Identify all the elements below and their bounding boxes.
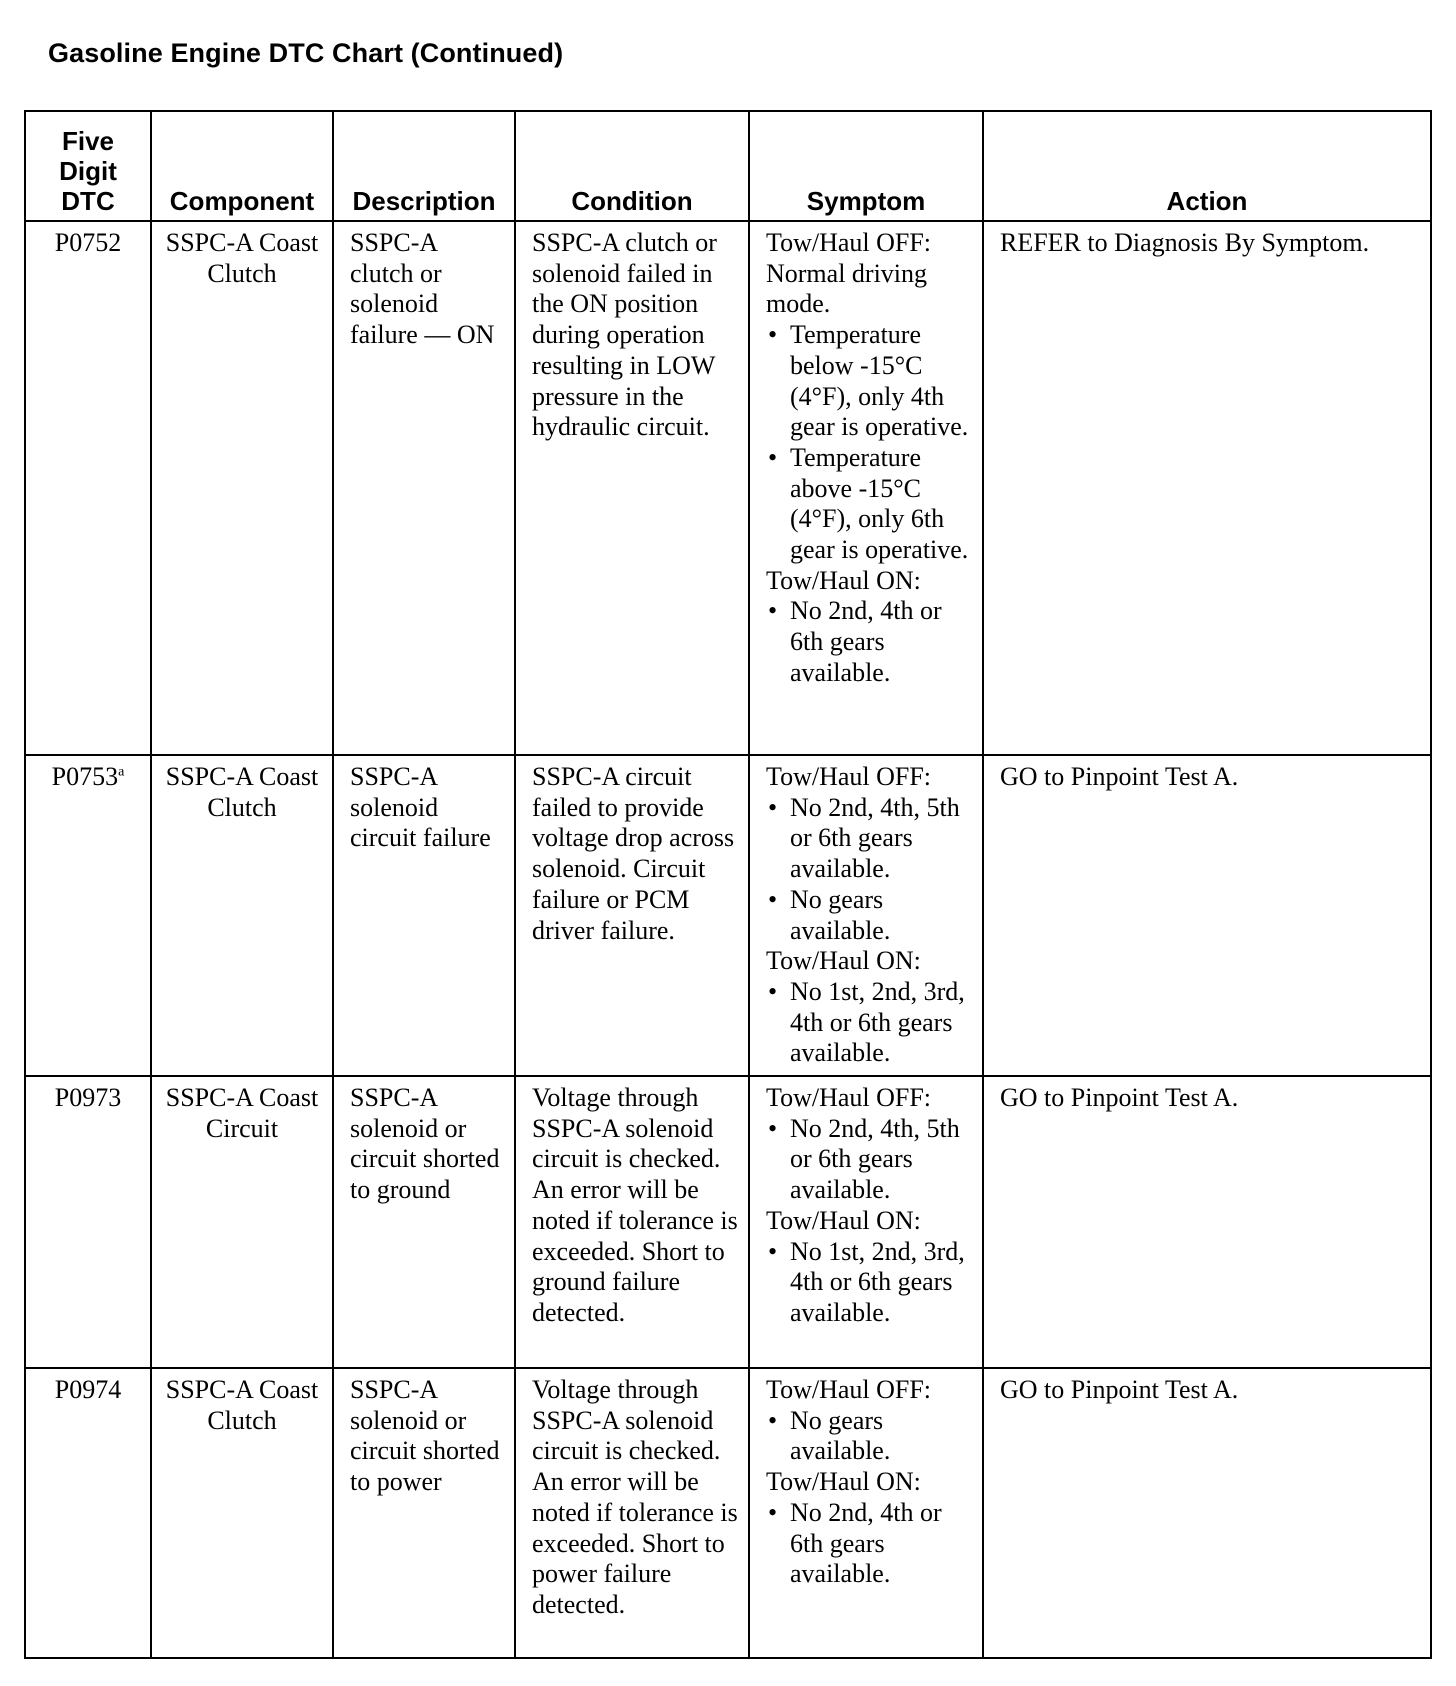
symptom-line: Tow/Haul OFF: [766,1375,932,1405]
component-cell: SSPC-A Coast Clutch [151,755,333,1076]
symptom-cell [749,221,983,755]
header-symptom: Symptom [749,111,983,221]
dtc-code-cell [25,221,151,755]
action-cell: GO to Pinpoint Test A. [983,1368,1431,1658]
symptom-bullet-item: • No 2nd, 4th, 5th or 6th gears available. [766,793,974,885]
dtc-footnote: a [118,764,125,780]
symptom-bullet-item: • No 2nd, 4th, 5th or 6th gears available. [766,1114,974,1206]
table-row [25,1076,1431,1368]
condition-cell: Voltage through SSPC-A solenoid circuit is checked. An error will be noted if tolerance is exceeded. Short to ground failure detected. [515,1076,749,1368]
condition-cell: SSPC-A circuit failed to provide voltage drop across solenoid. Circuit failure or PCM driver failure. [515,755,749,1076]
dtc-code-cell [25,755,151,1076]
component-cell: SSPC-A Coast Clutch [151,221,333,755]
condition-cell: SSPC-A clutch or solenoid failed in the ON position during operation resulting in LOW pressure in the hydraulic circuit. [515,221,749,755]
description-cell: SSPC-A solenoid or circuit shorted to power [333,1368,515,1658]
table-row [25,1368,1431,1658]
symptom-line: Tow/Haul OFF: [766,1083,932,1113]
header-description: Description [333,111,515,221]
symptom-bullet-item: • No gears available. [766,885,974,946]
symptom-bullet-item: • No 2nd, 4th or 6th gears available. [766,596,974,688]
description-cell: SSPC-A clutch or solenoid failure — ON [333,221,515,755]
condition-cell: Voltage through SSPC-A solenoid circuit is checked. An error will be noted if tolerance is exceeded. Short to power failure detected. [515,1368,749,1658]
symptom-line: Tow/Haul ON: [766,1467,921,1497]
dtc-code: P0974 [54,1375,122,1405]
dtc-code: P0752 [54,228,122,257]
dtc-code: P0973 [54,1083,122,1113]
table-row [25,755,1431,1076]
symptom-cell [749,1368,983,1658]
dtc-code: P0753 [51,762,119,791]
dtc-code-cell [25,1368,151,1658]
header-dtc: Five Digit DTC [25,111,151,221]
dtc-code-cell [25,1076,151,1368]
symptom-bullet-item: • No 2nd, 4th or 6th gears available. [766,1498,974,1590]
table-row [25,221,1431,755]
symptom-bullet-item: • No 1st, 2nd, 3rd, 4th or 6th gears available. [766,1237,974,1329]
symptom-line: Tow/Haul ON: [766,946,921,976]
action-cell: REFER to Diagnosis By Symptom. [983,221,1431,755]
description-cell: SSPC-A solenoid circuit failure [333,755,515,1076]
action-cell: GO to Pinpoint Test A. [983,1076,1431,1368]
header-condition: Condition [515,111,749,221]
dtc-table [24,110,1432,1659]
symptom-bullet-item: • Temperature below -15°C (4°F), only 4th gear is operative. [766,320,974,443]
page-title: Gasoline Engine DTC Chart (Continued) [48,38,564,68]
component-cell: SSPC-A Coast Clutch [151,1368,333,1658]
symptom-line: Tow/Haul OFF: [766,762,932,791]
symptom-line: Tow/Haul OFF: Normal driving mode. [766,228,932,319]
symptom-bullet-item: • No gears available. [766,1406,974,1467]
header-component: Component [151,111,333,221]
table-header-row [25,111,1431,221]
action-cell: GO to Pinpoint Test A. [983,755,1431,1076]
description-cell: SSPC-A solenoid or circuit shorted to ground [333,1076,515,1368]
symptom-cell [749,755,983,1076]
header-action: Action [983,111,1431,221]
component-cell: SSPC-A Coast Circuit [151,1076,333,1368]
symptom-line: Tow/Haul ON: [766,1205,921,1235]
symptom-line: Tow/Haul ON: [766,565,921,595]
symptom-bullet-item: • Temperature above -15°C (4°F), only 6th gear is operative. [766,443,974,566]
symptom-bullet-item: • No 1st, 2nd, 3rd, 4th or 6th gears available. [766,977,974,1069]
symptom-cell [749,1076,983,1368]
